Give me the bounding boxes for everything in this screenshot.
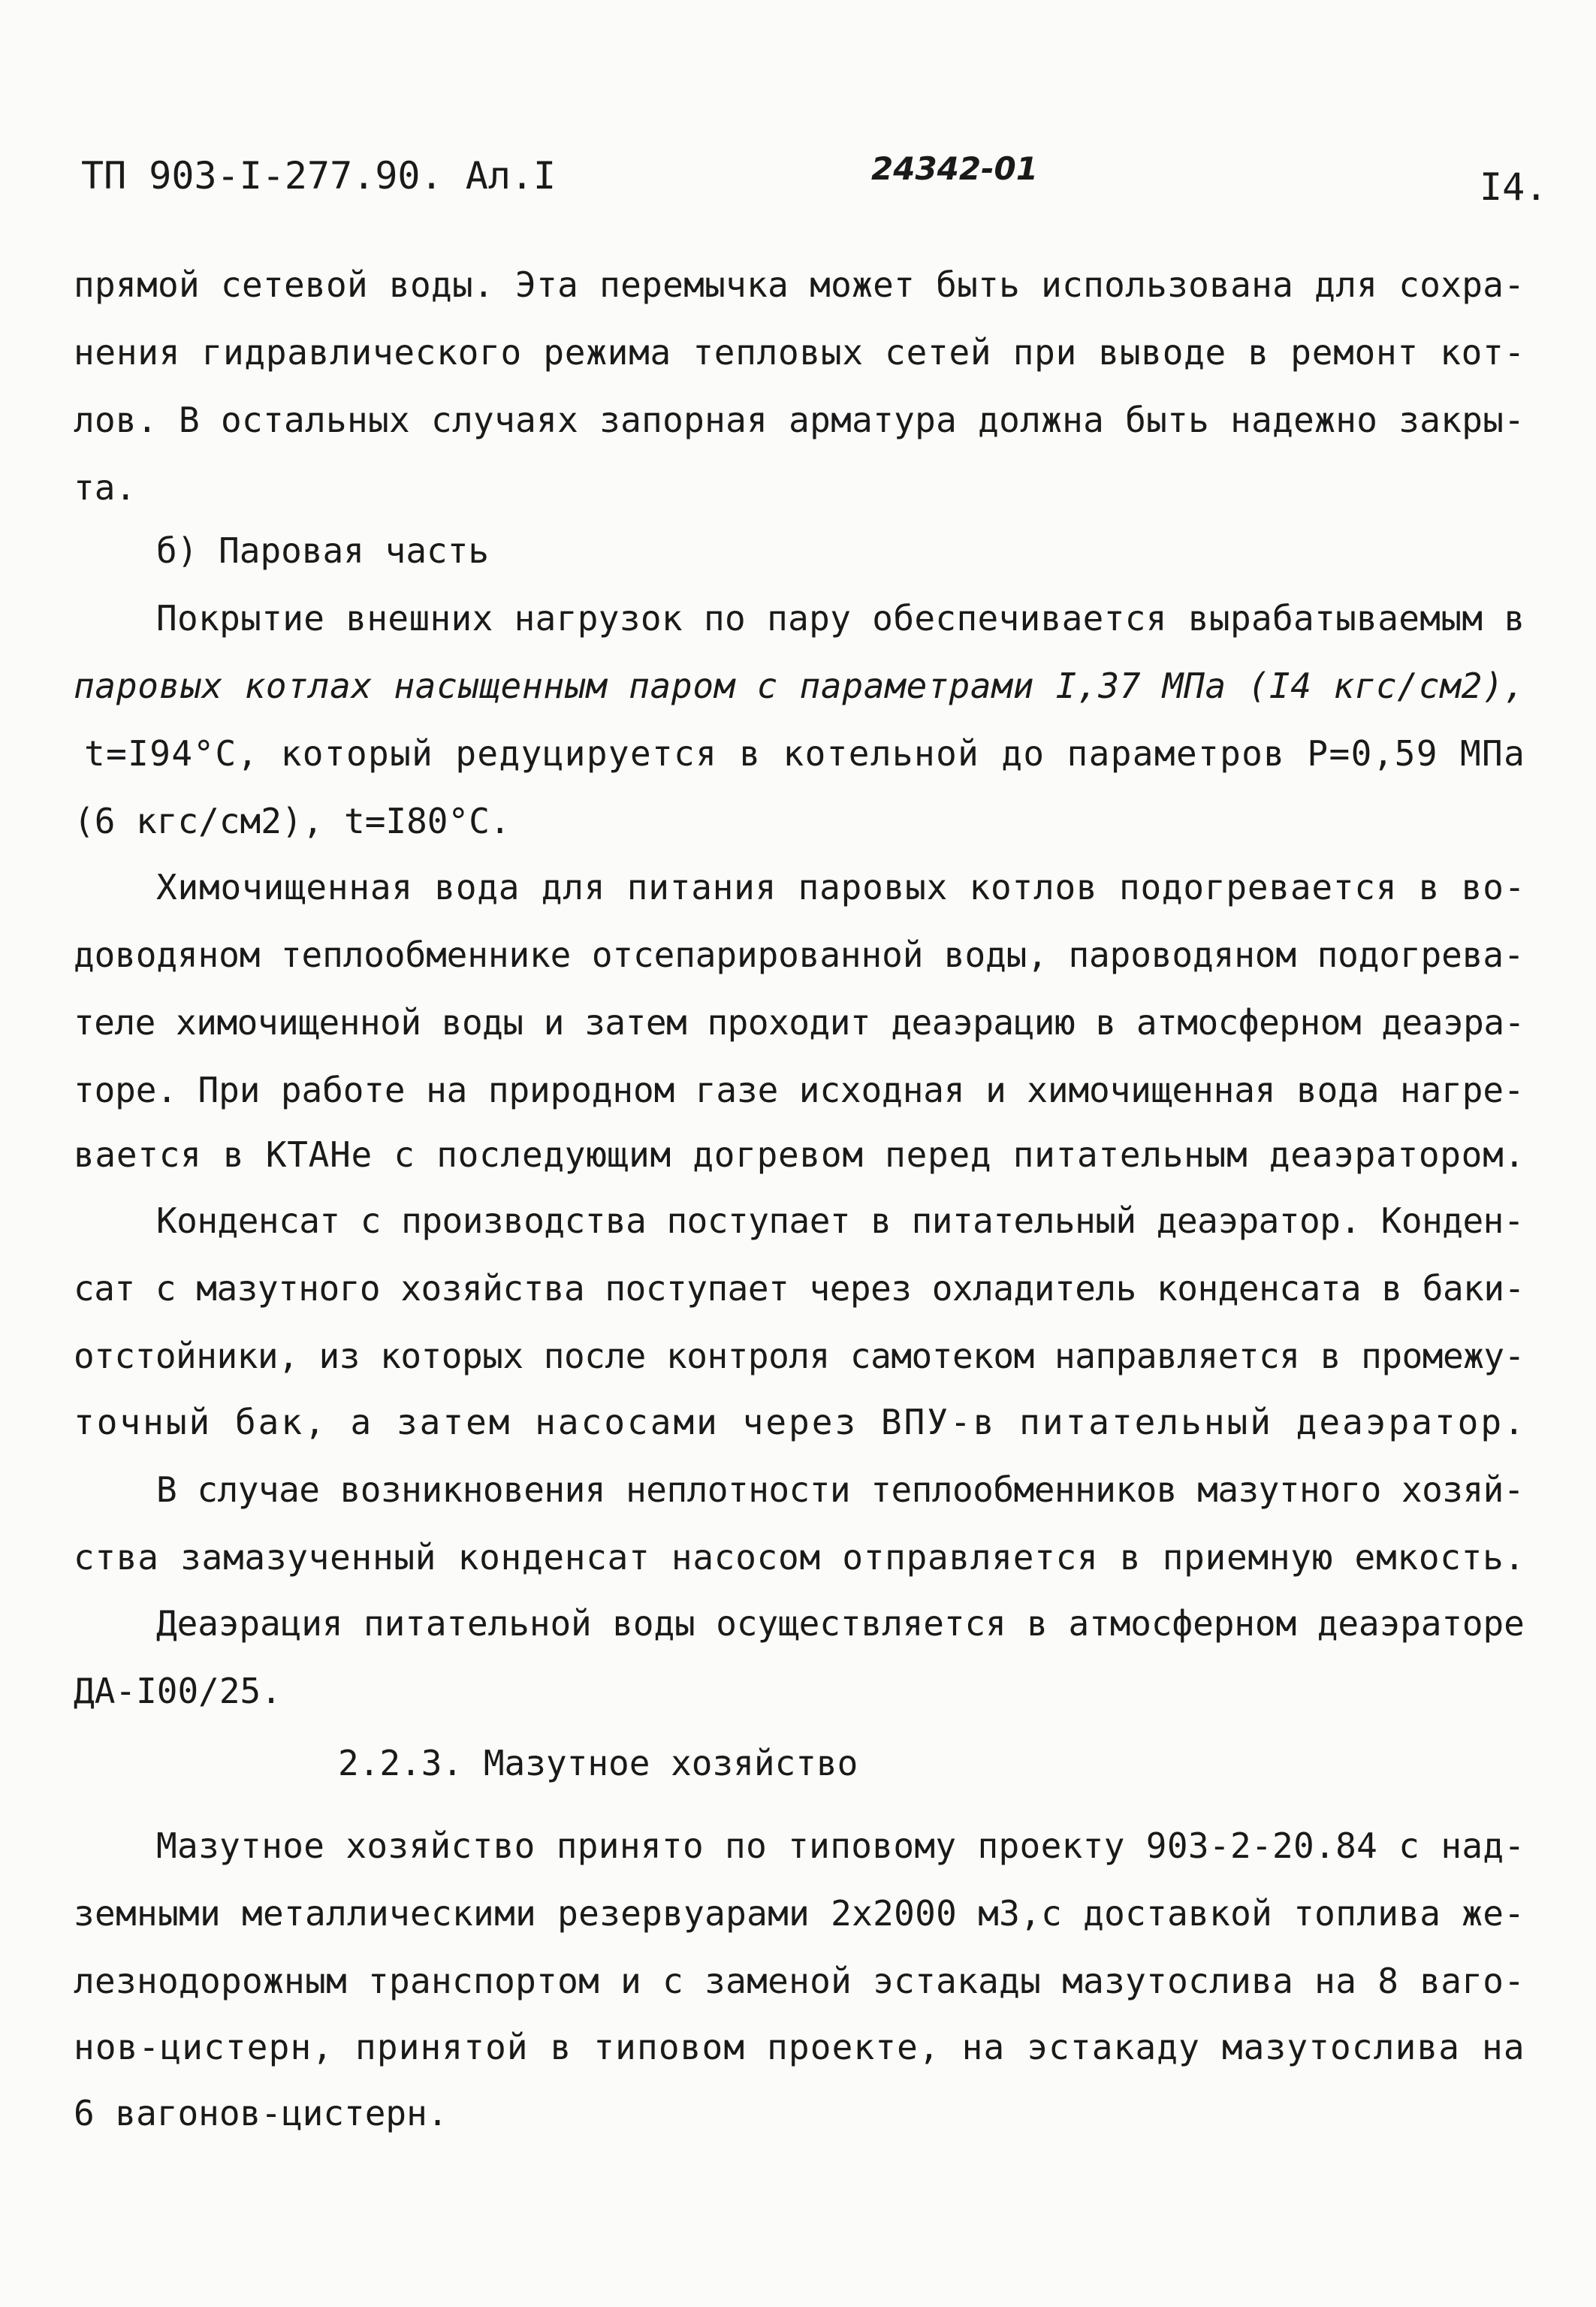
body-line: лов. В остальных случаях запорная арматура должна быть надежно закры- [74,400,1525,440]
page-number: I4. [1480,165,1548,209]
body-line: паровых котлах насыщенным паром с параметрами I,37 МПа (I4 кгс/см2), [74,666,1525,706]
body-line: сат с мазутного хозяйства поступает через охладитель конденсата в баки- [74,1268,1525,1309]
body-line: t=I94°С, который редуцируется в котельной до параметров Р=0,59 МПа [84,733,1526,774]
body-line: Мазутное хозяйство принято по типовому проекту 903-2-20.84 с над- [156,1825,1525,1866]
body-line: Деаэрация питательной воды осуществляется в атмосферном деаэраторе [156,1603,1525,1644]
body-line: лезнодорожным транспортом и с заменой эстакады мазутослива на 8 ваго- [74,1961,1525,2001]
body-line: В случае возникновения неплотности теплообменников мазутного хозяй- [156,1469,1525,1510]
handwritten-stamp: 24342-01 [871,150,1038,187]
body-line: та. [74,467,137,508]
body-line: Конденсат с производства поступает в питательный деаэратор. Конден- [156,1200,1525,1241]
document-code: ТП 903-I-277.90. Ал.I [81,154,557,198]
body-line: 6 вагонов-цистерн. [74,2093,448,2133]
body-line: ДА-I00/25. [74,1671,282,1711]
body-line: Покрытие внешних нагрузок по пару обеспечивается вырабатываемым в [156,598,1525,639]
section-heading: б) Паровая часть [156,530,490,571]
body-line: вается в КТАНе с последующим догревом перед питательным деаэратором. [74,1134,1525,1175]
body-line: теле химочищенной воды и затем проходит деаэрацию в атмосферном деаэра- [74,1002,1525,1043]
body-line: нов-цистерн, принятой в типовом проекте, на эстакаду мазутослива на [74,2027,1525,2067]
body-line: прямой сетевой воды. Эта перемычка может быть использована для сохра- [74,264,1525,305]
body-line: доводяном теплообменнике отсепарированной воды, пароводяном подогрева- [74,935,1525,975]
section-heading: 2.2.3. Мазутное хозяйство [338,1743,858,1783]
body-line: Химочищенная вода для питания паровых котлов подогревается в во- [156,867,1526,907]
body-line: (6 кгс/см2), t=I80°С. [74,801,511,841]
body-line: торе. При работе на природном газе исходная и химочищенная вода нагре- [74,1070,1525,1110]
body-line: нения гидравлического режима тепловых сетей при выводе в ремонт кот- [74,332,1525,373]
body-line: отстойники, из которых после контроля самотеком направляется в промежу- [74,1336,1525,1376]
body-line: точный бак, а затем насосами через ВПУ-в питательный деаэратор. [74,1402,1527,1442]
body-line: ства замазученный конденсат насосом отправляется в приемную емкость. [74,1537,1525,1578]
body-line: земными металлическими резервуарами 2х2000 м3,с доставкой топлива же- [74,1893,1525,1934]
